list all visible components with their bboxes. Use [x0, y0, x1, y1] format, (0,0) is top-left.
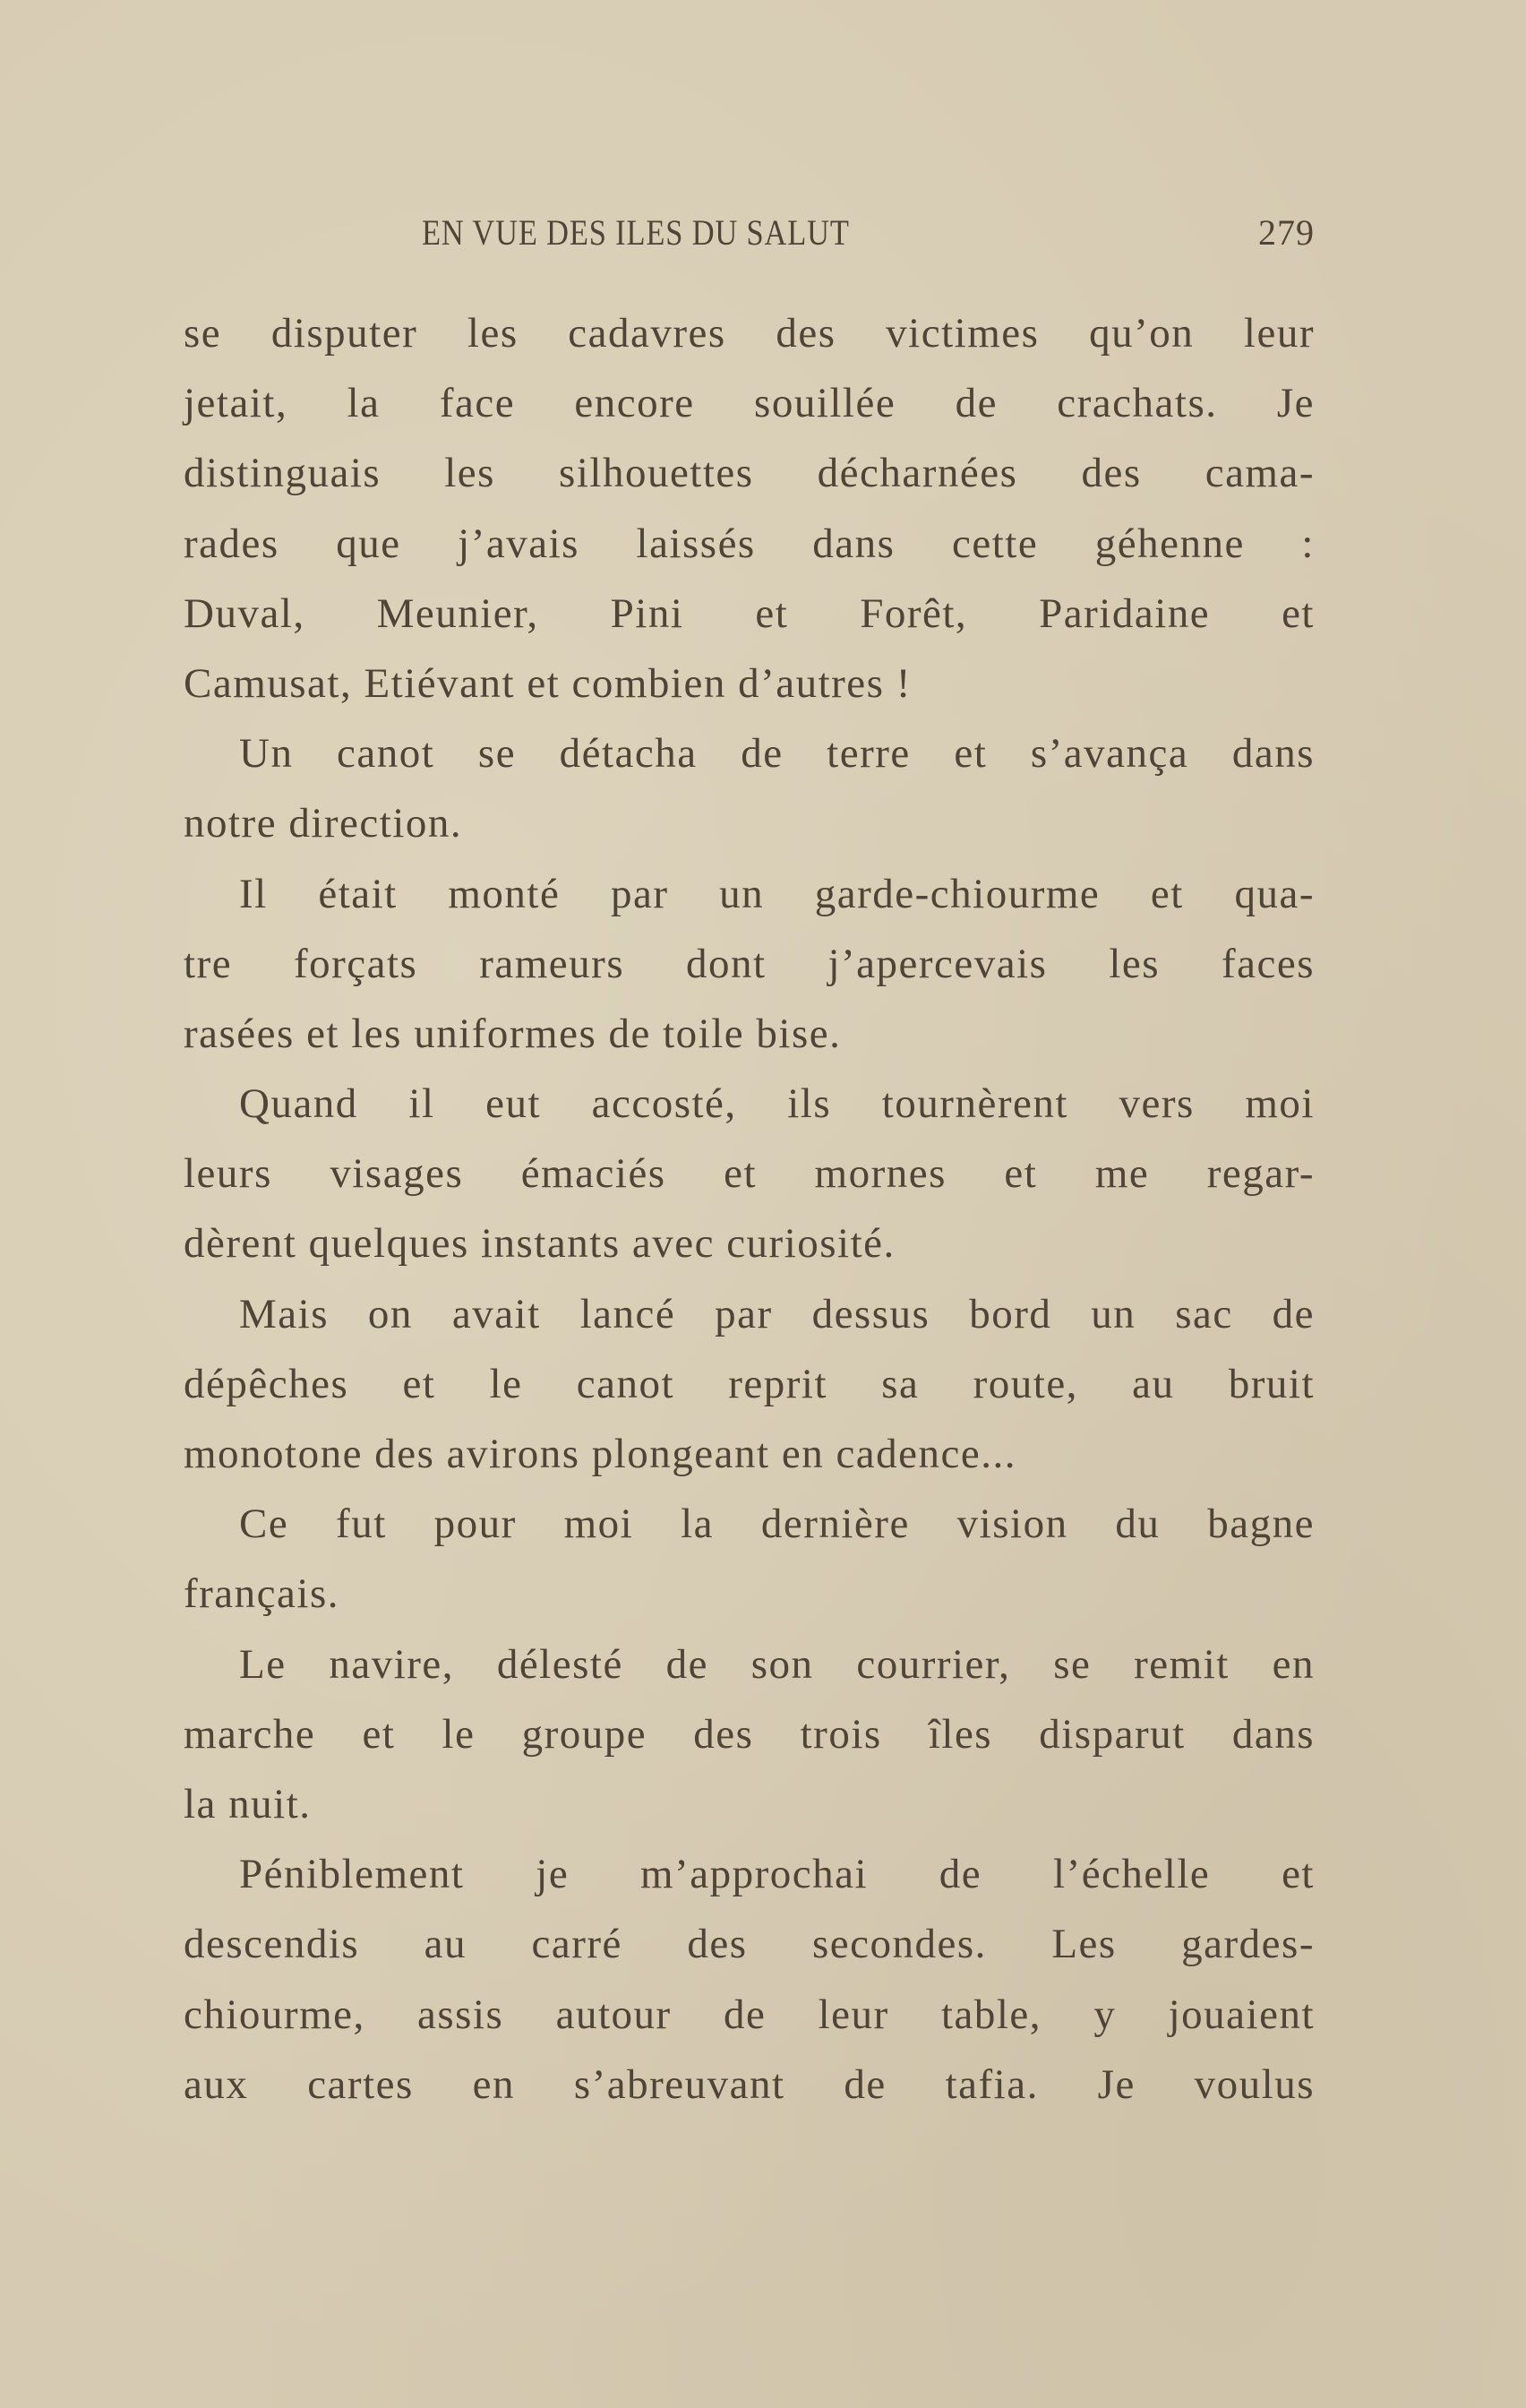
text-line: marche et le groupe des trois îles disparut dans	[184, 1710, 1315, 1758]
text-line: Duval, Meunier, Pini et Forêt, Paridaine et	[184, 589, 1315, 637]
text-line: Il était monté par un garde-chiourme et qua-	[239, 870, 1315, 917]
text-line: se disputer les cadavres des victimes qu’on leur	[184, 310, 1315, 357]
text-line: Quand il eut accosté, ils tournèrent vers moi	[239, 1080, 1315, 1128]
text-line: Le navire, délesté de son courrier, se remit en	[239, 1640, 1315, 1688]
text-line: rasées et les uniformes de toile bise.	[184, 1010, 842, 1057]
text-line: la nuit.	[184, 1780, 312, 1828]
text-line: dèrent quelques instants avec curiosité.	[184, 1220, 896, 1268]
text-line: Camusat, Etiévant et combien d’autres !	[184, 659, 912, 707]
text-line: dépêches et le canot reprit sa route, au bruit	[184, 1360, 1315, 1407]
page-number: 279	[1258, 212, 1315, 253]
text-line: français.	[184, 1570, 339, 1618]
text-line: aux cartes en s’abreuvant de tafia. Je voulus	[184, 2060, 1315, 2108]
text-line: leurs visages émaciés et mornes et me regar-	[184, 1150, 1315, 1198]
page-header	[184, 211, 1315, 258]
text-line: monotone des avirons plongeant en cadence...	[184, 1431, 1016, 1477]
running-title: EN VUE DES ILES DU SALUT	[422, 212, 850, 253]
text-line: distinguais les silhouettes décharnées des cama-	[184, 450, 1315, 497]
text-line: chiourme, assis autour de leur table, y jouaient	[184, 1991, 1315, 2038]
text-line: descendis au carré des secondes. Les gardes-	[184, 1921, 1315, 1968]
text-line: jetait, la face encore souillée de crachats. Je	[184, 380, 1315, 427]
text-line: Péniblement je m’approchai de l’échelle et	[239, 1851, 1315, 1898]
text-line: Un canot se détacha de terre et s’avança dans	[239, 730, 1315, 778]
text-line: notre direction.	[184, 800, 463, 847]
text-line: Ce fut pour moi la dernière vision du bagne	[239, 1501, 1315, 1548]
text-line: tre forçats rameurs dont j’apercevais les faces	[184, 940, 1315, 987]
text-line: Mais on avait lancé par dessus bord un sac de	[239, 1290, 1315, 1337]
body-text	[184, 298, 1315, 2120]
text-line: rades que j’avais laissés dans cette géhenne :	[184, 520, 1315, 567]
